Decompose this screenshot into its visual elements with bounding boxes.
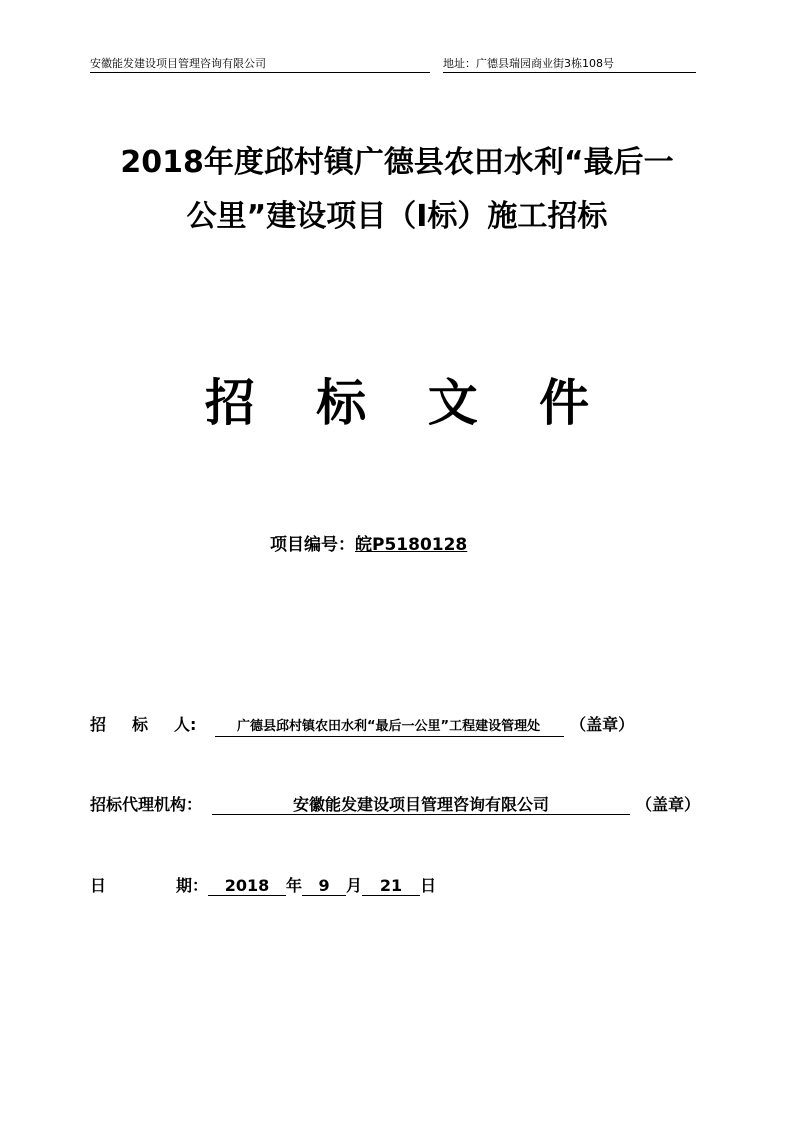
tenderer-label-char: 标 [132,715,149,734]
tenderer-row [90,712,634,737]
date-colon: ： [192,876,209,895]
date-day-unit: 日 [420,876,437,895]
title-line-1: 2018年度邱村镇广德县农田水利“最后一 [120,145,674,180]
tenderer-label-char: 人 [174,715,191,734]
date-year: 2018 [208,877,286,896]
date-label-char: 期 [176,876,193,895]
agent-seal: （盖章） [636,795,701,814]
date-row [90,873,436,896]
title-line-2: 公里”建设项目（Ⅰ标）施工招标 [186,199,608,234]
tenderer-seal: （盖章） [570,715,635,734]
project-number [270,530,467,555]
project-number-value: 皖P5180128 [355,535,468,555]
tenderer-value: 广德县邱村镇农田水利“最后一公里”工程建设管理处 [215,718,564,737]
date-label-char: 日 [90,876,107,895]
tenderer-label-char: 招 [90,715,107,734]
header-company: 安徽能发建设项目管理咨询有限公司 [90,55,430,73]
document-title [60,136,734,244]
agent-row [90,792,700,815]
tenderer-colon: : [190,715,197,734]
date-year-unit: 年 [286,876,303,895]
header-address: 地址：广德县瑞园商业街3栋108号 [443,55,696,73]
date-month-unit: 月 [346,876,363,895]
tenderer-label [90,712,215,735]
date-month: 9 [302,877,346,896]
date-day: 21 [362,877,420,896]
agent-label: 招标代理机构： [90,795,203,814]
document-type-heading: 招 标 文 件 [204,374,612,432]
agent-value: 安徽能发建设项目管理咨询有限公司 [212,796,630,815]
project-number-label: 项目编号： [270,535,355,555]
